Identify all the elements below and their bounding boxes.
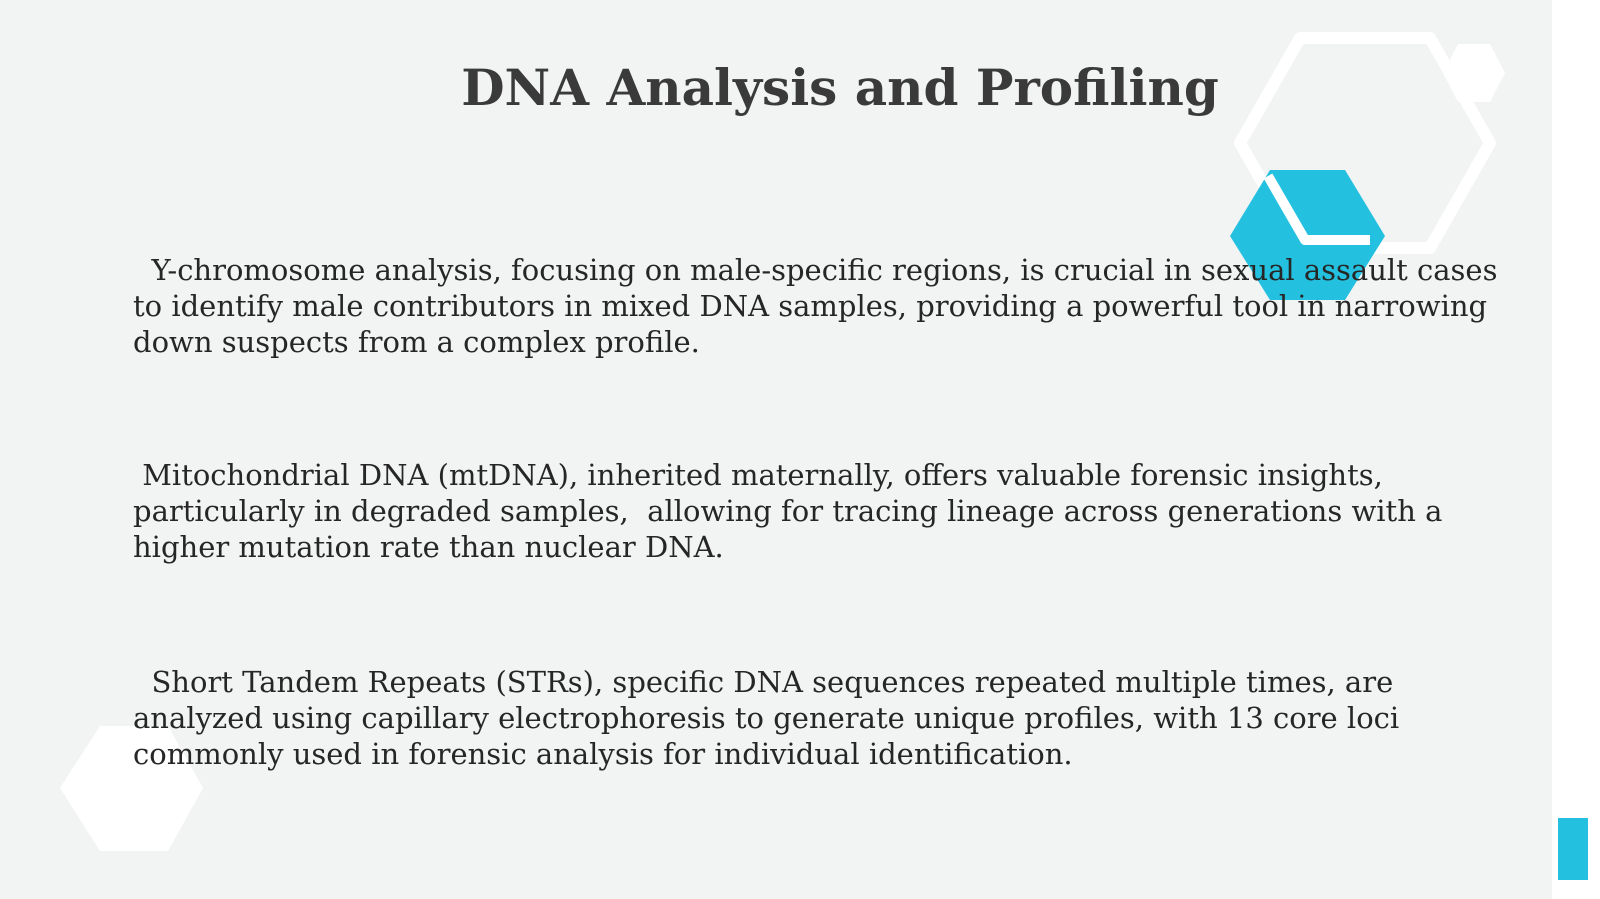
paragraph-short-tandem-repeats: Short Tandem Repeats (STRs), specific DNA sequences repeated multiple times, are analyzed using capillary electrophoresis to generate unique profiles, with 13 core loci commonly used in forensic analysis for individual identification. [133,665,1409,771]
scrollbar-thumb[interactable] [1558,818,1588,880]
small-white-hexagon [1443,44,1505,102]
slide-title: DNA Analysis and Profiling [461,58,1219,117]
paragraph-mitochondrial-dna: Mitochondrial DNA (mtDNA), inherited maternally, offers valuable forensic insights, particularly in degraded samples, allowing for tracing lineage across generations with a higher mutation rate than nuclear DNA. [133,458,1452,564]
paragraph-y-chromosome: Y-chromosome analysis, focusing on male-specific regions, is crucial in sexual assault cases to identify male contributors in mixed DNA samples, providing a powerful tool in narrowing down suspects from a complex profile. [133,253,1507,359]
scrollbar-track[interactable] [1552,0,1600,899]
